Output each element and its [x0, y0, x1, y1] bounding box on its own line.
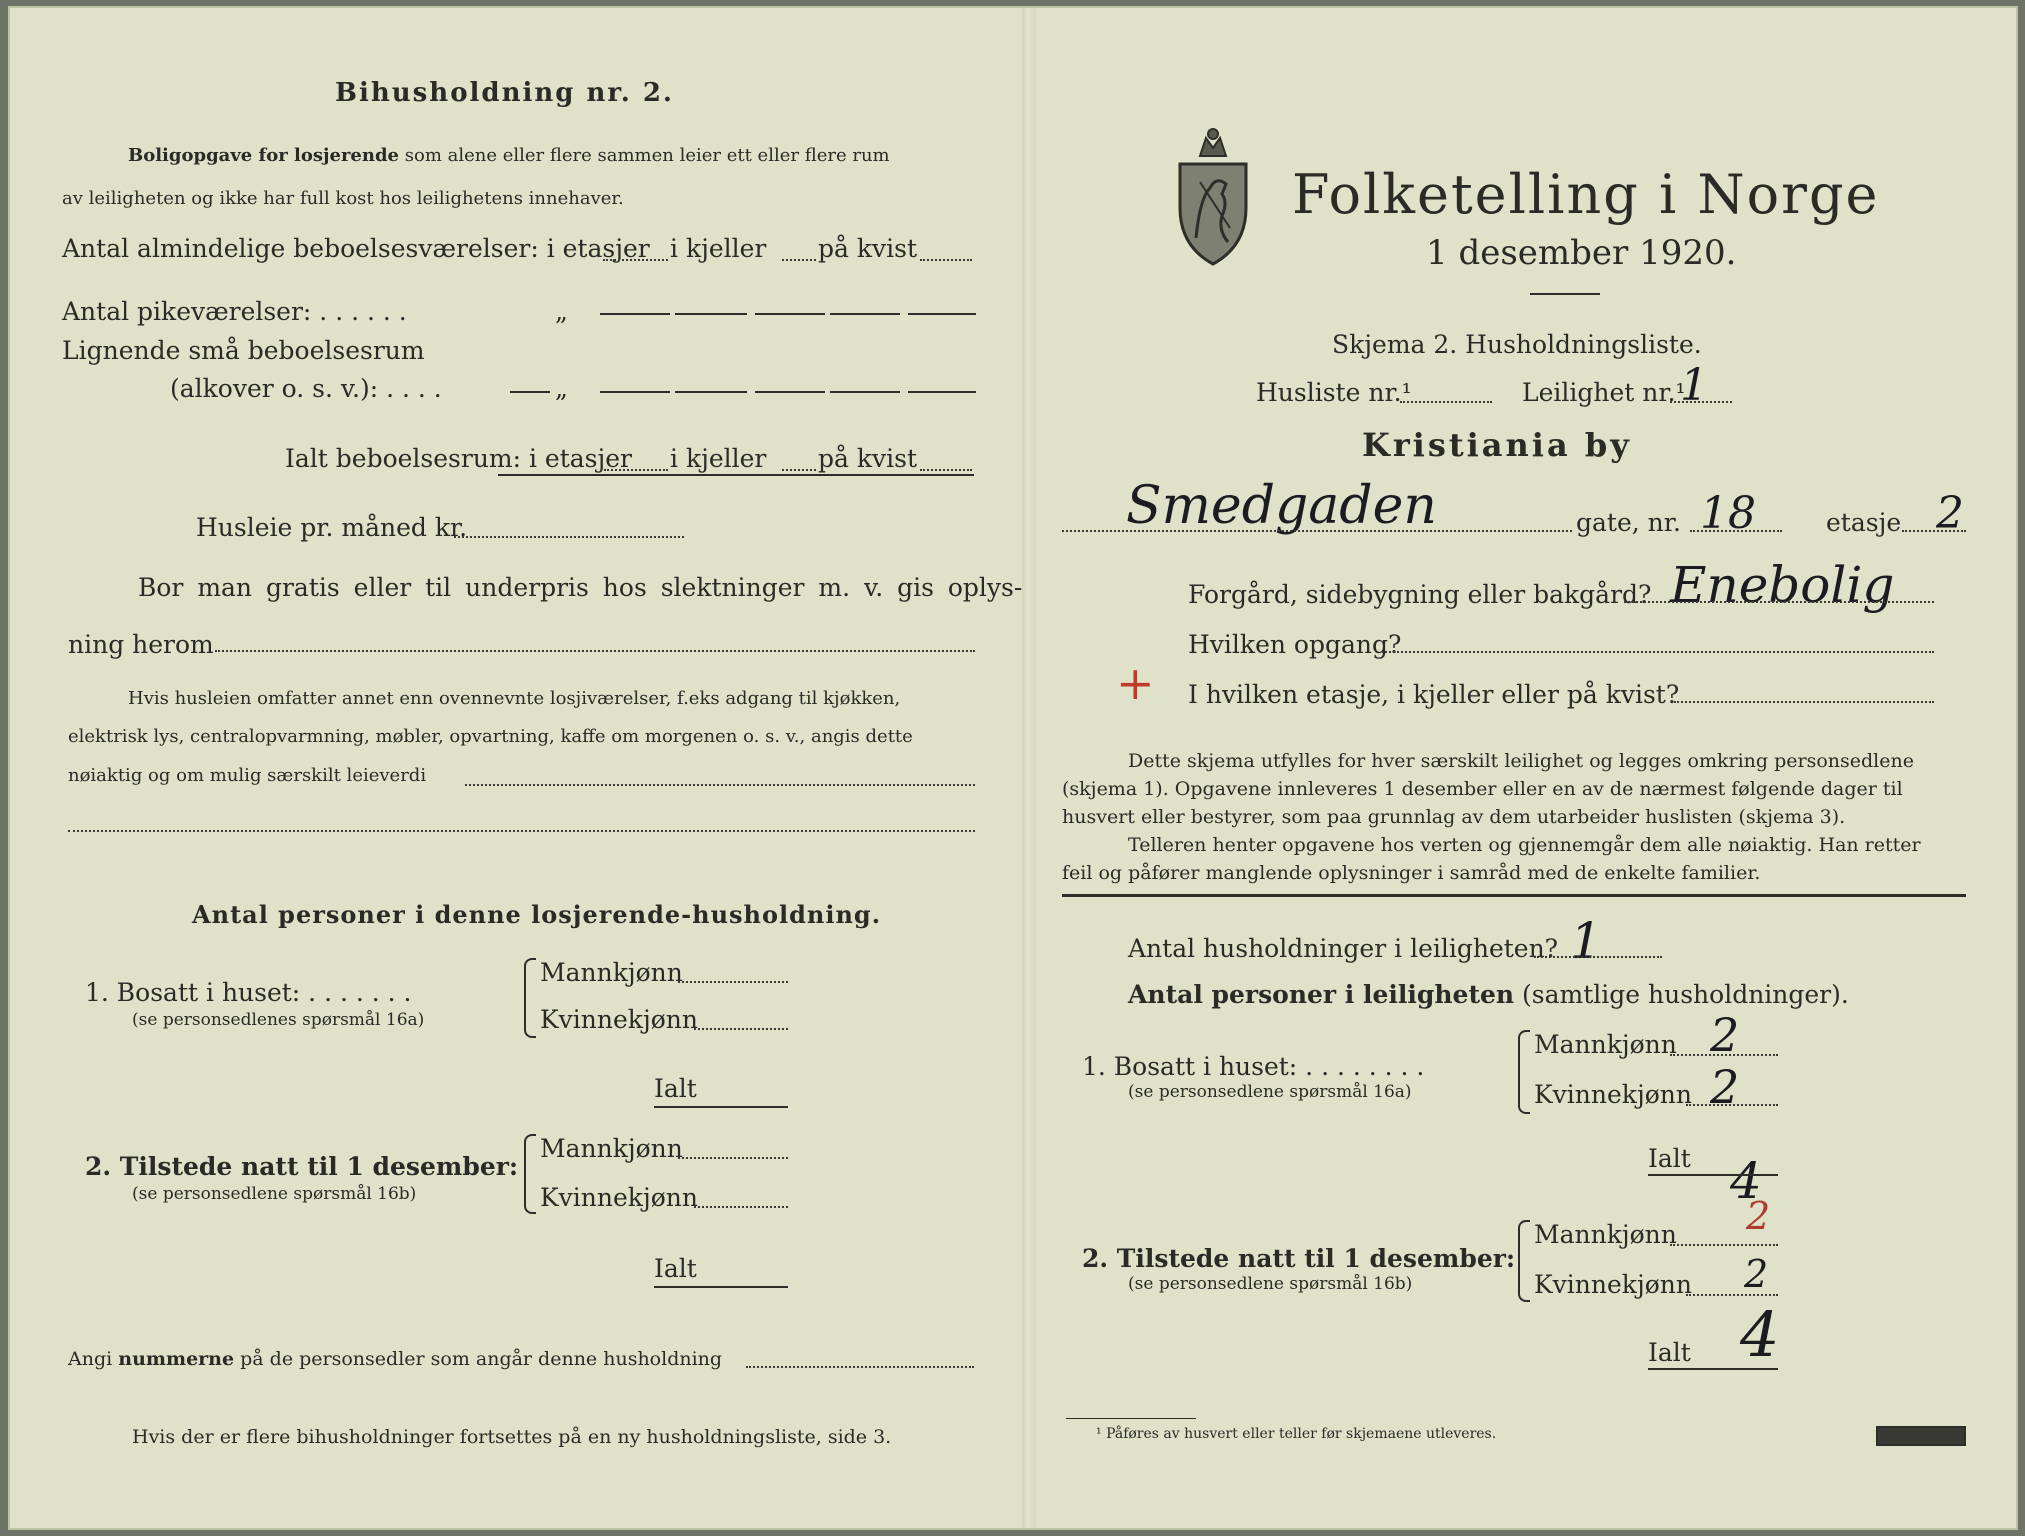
antal-rooms-label: Antal almindelige beboelsesværelser: i etasjer	[62, 234, 650, 263]
angi-prefix: Angi	[68, 1348, 113, 1370]
hvis-line-2: elektrisk lys, centralopvarmning, møbler, opvartning, kaffe om morgenen o. s. v., angis dette	[68, 726, 913, 747]
pike-kvist-dash-2	[830, 313, 900, 315]
ialt-kjeller-label: i kjeller	[670, 444, 767, 473]
right-q2-kvinne-label: Kvinnekjønn	[1534, 1270, 1692, 1299]
left-q2-label: 2. Tilstede natt til 1 desember:	[85, 1152, 519, 1181]
left-q2-kvinne-label: Kvinnekjønn	[540, 1183, 698, 1212]
left-q2-brace	[524, 1134, 536, 1214]
ialt-kjeller-field[interactable]	[782, 469, 816, 471]
left-q1-ialt-label: Ialt	[654, 1074, 697, 1103]
right-q2-brace	[1518, 1220, 1530, 1302]
alkover-dash-2	[830, 391, 900, 393]
intro-rest: som alene eller flere sammen leier ett eller flere rum	[404, 145, 890, 166]
left-q2-sub: (se personsedlene spørsmål 16b)	[132, 1184, 417, 1204]
left-q1-mann-label: Mannkjønn	[540, 958, 683, 987]
bor-line-2: ning herom	[68, 630, 214, 659]
pike-ditto: „	[555, 297, 568, 326]
page-fold	[1022, 8, 1036, 1528]
right-q2-mann-label: Mannkjønn	[1534, 1220, 1677, 1249]
right-q1-ialt-label: Ialt	[1648, 1144, 1691, 1173]
leieverdi-field[interactable]	[465, 784, 975, 786]
etasjer-field[interactable]	[603, 259, 668, 261]
forgaard-value: Enebolig	[1670, 556, 1895, 614]
printer-stamp	[1876, 1426, 1966, 1446]
alkover-label: (alkover o. s. v.): . . . .	[170, 374, 442, 403]
instr-line-1: Dette skjema utfylles for hver særskilt leilighet og legges omkring personsedlene	[1128, 750, 1914, 772]
leilighet-field[interactable]	[1670, 401, 1732, 403]
skjema-label: Skjema 2. Husholdningsliste.	[1332, 330, 1702, 359]
right-q1-ialt-field[interactable]	[1648, 1174, 1778, 1176]
right-q1-kvinne-label: Kvinnekjønn	[1534, 1080, 1692, 1109]
red-pencil-mark: +	[1116, 656, 1155, 710]
husleie-label: Husleie pr. måned kr.	[196, 513, 468, 542]
kjeller-question-field[interactable]	[1674, 701, 1934, 703]
antal-hush-label: Antal husholdninger i leiligheten?	[1128, 934, 1559, 963]
leieverdi-field-2[interactable]	[68, 830, 975, 832]
right-q2-mann-field[interactable]	[1670, 1244, 1778, 1246]
left-q1-kvinne-field[interactable]	[694, 1028, 788, 1030]
right-q1-mann-value: 2	[1710, 1008, 1740, 1062]
left-footer: Hvis der er flere bihusholdninger fortsettes på en ny husholdningsliste, side 3.	[132, 1426, 892, 1448]
gate-label: gate, nr.	[1576, 508, 1681, 537]
right-q2-sub: (se personsedlene spørsmål 16b)	[1128, 1274, 1413, 1294]
alkover-dash	[755, 391, 825, 393]
street-value: Smedgaden	[1126, 476, 1437, 536]
ialt-kvist-field[interactable]	[920, 469, 972, 471]
left-persons-heading: Antal personer i denne losjerende-husholdning.	[192, 900, 882, 929]
coat-of-arms-icon	[1170, 118, 1256, 268]
instr-line-4: Telleren henter opgavene hos verten og gjennemgår dem alle nøiaktig. Han retter	[1128, 834, 1921, 856]
antal-hush-field[interactable]	[1534, 956, 1662, 958]
leilighet-label: Leilighet nr.¹	[1522, 378, 1686, 407]
right-q1-mann-label: Mannkjønn	[1534, 1030, 1677, 1059]
angi-line	[68, 1348, 722, 1370]
angi-field[interactable]	[746, 1366, 974, 1368]
left-q1-ialt-field[interactable]	[654, 1106, 788, 1108]
right-q1-kvinne-value: 2	[1710, 1060, 1740, 1114]
right-q2-ialt-value: 4	[1740, 1298, 1780, 1371]
left-q1-sub: (se personsedlenes spørsmål 16a)	[132, 1010, 425, 1030]
etasje-label: etasje	[1826, 508, 1902, 537]
angi-rest: på de personsedler som angår denne husholdning	[240, 1348, 723, 1370]
angi-bold: nummerne	[118, 1348, 235, 1370]
kjeller-field[interactable]	[782, 259, 816, 261]
street-number-field[interactable]	[1690, 530, 1782, 532]
right-q1-sub: (se personsedlene spørsmål 16a)	[1128, 1082, 1412, 1102]
title-divider	[1530, 293, 1600, 295]
pike-etasjer-field[interactable]	[600, 313, 670, 315]
pike-kvist-dash	[755, 313, 825, 315]
left-q2-mann-field[interactable]	[678, 1157, 788, 1159]
right-q2-label: 2. Tilstede natt til 1 desember:	[1082, 1244, 1516, 1273]
street-number-value: 18	[1700, 488, 1756, 539]
kjeller-question-label: I hvilken etasje, i kjeller eller på kvist?	[1188, 680, 1680, 709]
ialt-underline	[498, 474, 974, 476]
right-q1-mann-field[interactable]	[1670, 1054, 1778, 1056]
left-q2-ialt-label: Ialt	[654, 1254, 697, 1283]
right-q2-kvinne-field[interactable]	[1686, 1294, 1778, 1296]
ialt-etasjer-field[interactable]	[604, 469, 668, 471]
i-kjeller-label: i kjeller	[670, 234, 767, 263]
right-persons-heading	[1128, 980, 1849, 1009]
instr-line-5: feil og påfører manglende oplysninger i samråd med de enkelte familier.	[1062, 862, 1761, 884]
left-q2-mann-label: Mannkjønn	[540, 1134, 683, 1163]
right-q1-label: 1. Bosatt i huset: . . . . . . . .	[1082, 1052, 1425, 1081]
left-title: Bihusholdning nr. 2.	[335, 78, 674, 108]
instr-line-3: husvert eller bestyrer, som paa grunnlag av dem utarbeider huslisten (skjema 3).	[1062, 806, 1846, 828]
alkover-etasjer-field[interactable]	[600, 391, 670, 393]
right-q2-kvinne-value: 2	[1744, 1252, 1769, 1296]
left-q1-label: 1. Bosatt i huset: . . . . . . .	[85, 978, 412, 1007]
right-q2-ialt-label: Ialt	[1648, 1338, 1691, 1367]
husliste-label: Husliste nr.¹	[1256, 378, 1412, 407]
right-q2-mann-value: 2	[1746, 1194, 1771, 1238]
right-q1-kvinne-field[interactable]	[1686, 1104, 1778, 1106]
bor-field[interactable]	[215, 650, 975, 652]
right-q1-brace	[1518, 1030, 1530, 1114]
husliste-field[interactable]	[1400, 401, 1492, 403]
leilighet-value: 1	[1680, 360, 1708, 411]
antal-hush-value: 1	[1570, 912, 1602, 970]
main-title: Folketelling i Norge	[1292, 163, 1880, 226]
right-q1-ialt-value: 4	[1730, 1152, 1762, 1210]
pike-label: Antal pikeværelser: . . . . . .	[62, 297, 407, 326]
etasje-field[interactable]	[1902, 530, 1966, 532]
forgaard-field[interactable]	[1624, 601, 1934, 603]
left-q1-mann-field[interactable]	[678, 981, 788, 983]
left-q2-kvinne-field[interactable]	[694, 1206, 788, 1208]
kvist-field[interactable]	[920, 259, 972, 261]
ialt-kvist-label: på kvist	[818, 444, 917, 473]
pike-kvist-field[interactable]	[908, 313, 976, 315]
intro-bold: Boligopgave for losjerende	[128, 145, 400, 166]
alkover-lead	[510, 391, 550, 393]
census-form-sheet	[8, 6, 2018, 1530]
instructions-divider	[1062, 894, 1966, 897]
husleie-field[interactable]	[454, 536, 684, 538]
opgang-field[interactable]	[1382, 651, 1934, 653]
instr-line-2: (skjema 1). Opgavene innleveres 1 desember eller en av de nærmest følgende dager til	[1062, 778, 1903, 800]
footnote: ¹ Påføres av husvert eller teller før skjemaene utleveres.	[1096, 1426, 1497, 1442]
hvis-line-3: nøiaktig og om mulig særskilt leieverdi	[68, 765, 427, 786]
lignende-label: Lignende små beboelsesrum	[62, 336, 425, 365]
forgaard-label: Forgård, sidebygning eller bakgård?	[1188, 580, 1652, 609]
paa-kvist-label: på kvist	[818, 234, 917, 263]
alkover-kvist-field[interactable]	[908, 391, 976, 393]
hvis-line-1: Hvis husleien omfatter annet enn ovennevnte losjiværelser, f.eks adgang til kjøkken,	[128, 688, 901, 709]
alkover-ditto: „	[555, 374, 568, 403]
city-name: Kristiania by	[1362, 426, 1632, 464]
intro-line-2: av leiligheten og ikke har full kost hos leilighetens innehaver.	[62, 188, 624, 209]
ialt-rooms-label: Ialt beboelsesrum: i etasjer	[285, 444, 633, 473]
alkover-kjeller-field[interactable]	[675, 391, 747, 393]
right-persons-bold: Antal personer i leiligheten	[1128, 980, 1515, 1009]
intro-line-1	[128, 145, 890, 166]
pike-kjeller-field[interactable]	[675, 313, 747, 315]
right-q2-ialt-field[interactable]	[1648, 1368, 1778, 1370]
left-q2-ialt-field[interactable]	[654, 1286, 788, 1288]
left-q1-brace	[524, 958, 536, 1038]
bor-line-1: Bor man gratis eller til underpris hos slektninger m. v. gis oplys-	[138, 573, 1023, 602]
street-field[interactable]	[1062, 530, 1572, 532]
footnote-rule	[1066, 1418, 1196, 1419]
etasje-value: 2	[1936, 488, 1964, 539]
left-q1-kvinne-label: Kvinnekjønn	[540, 1005, 698, 1034]
opgang-label: Hvilken opgang?	[1188, 630, 1402, 659]
right-persons-rest: (samtlige husholdninger).	[1522, 980, 1849, 1009]
census-date: 1 desember 1920.	[1426, 233, 1737, 273]
